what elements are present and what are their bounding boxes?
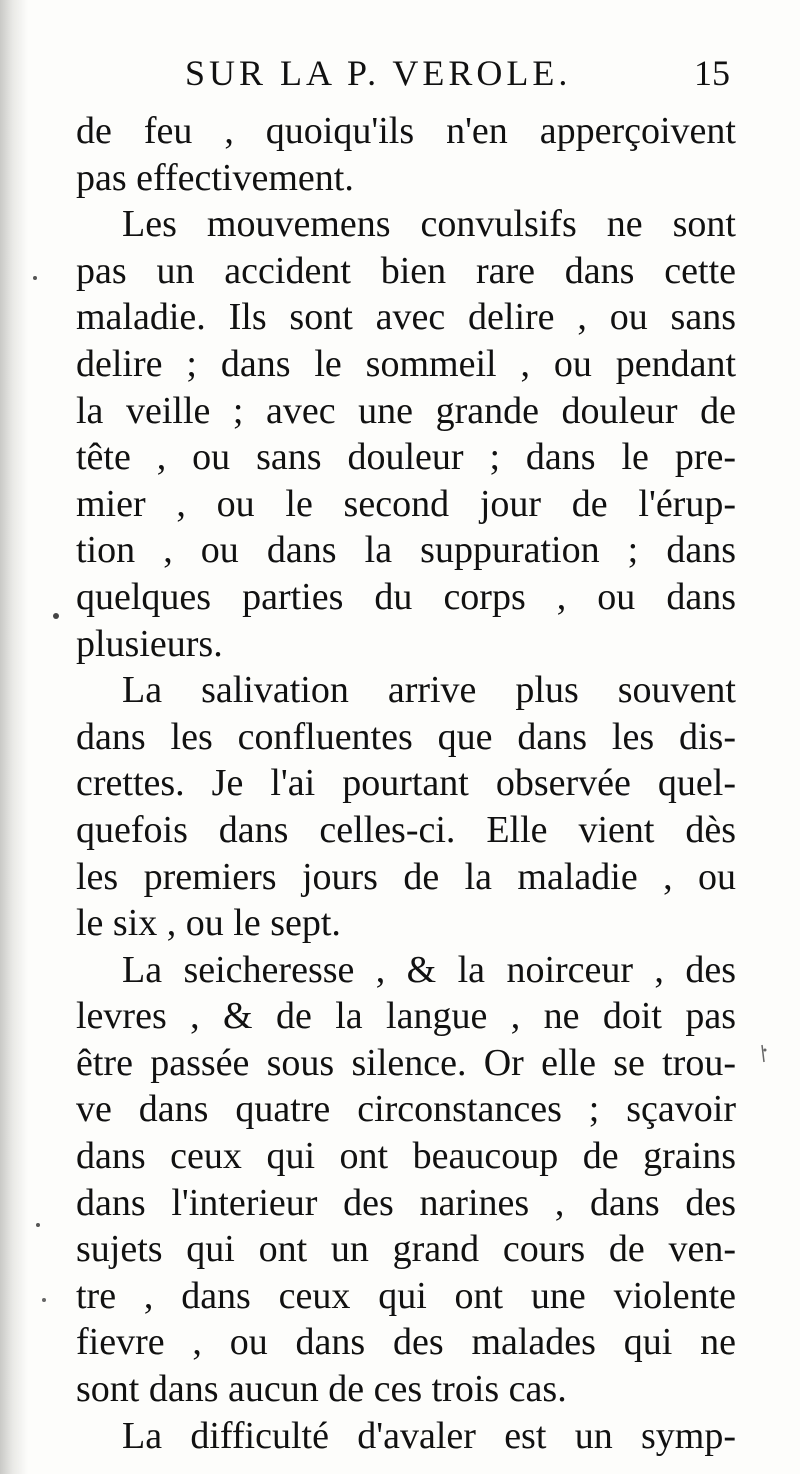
text-line: tre , dans ceux qui ont une violente (76, 1274, 736, 1317)
text-line: levres , & de la langue , ne doit pas (76, 995, 736, 1038)
text-line: La salivation arrive plus souvent (122, 669, 736, 712)
text-line: dans ceux qui ont beaucoup de grains (76, 1135, 736, 1178)
text-line: le six , ou le sept. (76, 902, 341, 945)
text-line: La seicheresse , & la noirceur , des (122, 948, 736, 991)
running-title: SUR LA P. VEROLE. (185, 53, 572, 93)
text-line: être passée sous silence. Or elle se trou- (76, 1041, 736, 1084)
text-line: delire ; dans le sommeil , ou pendant (76, 342, 736, 385)
text-line: sont dans aucun de ces trois cas. (76, 1368, 567, 1411)
text-line: quelques parties du corps , ou dans (76, 575, 736, 618)
ink-speck (764, 1049, 767, 1052)
text-line: pas effectivement. (76, 156, 354, 199)
text-line: quefois dans celles-ci. Elle vient dès (76, 808, 736, 851)
body-text (76, 108, 736, 1459)
text-line: sujets qui ont un grand cours de ven- (76, 1228, 736, 1271)
text-line: maladie. Ils sont avec delire , ou sans (76, 296, 736, 339)
page-number: 15 (694, 53, 730, 93)
text-line: plusieurs. (76, 622, 223, 665)
text-line: dans les confluentes que dans les dis- (76, 715, 736, 758)
text-line: dans l'interieur des narines , dans des (76, 1181, 736, 1224)
ink-speck (33, 276, 37, 280)
ink-speck (42, 1298, 46, 1302)
text-line: tête , ou sans douleur ; dans le pre- (76, 436, 736, 479)
text-line: tion , ou dans la suppuration ; dans (76, 529, 736, 572)
text-line: La difficulté d'avaler est un symp- (122, 1414, 736, 1457)
text-line: de feu , quoiqu'ils n'en apperçoivent (76, 110, 736, 152)
ink-speck (36, 1223, 40, 1227)
text-line: la veille ; avec une grande douleur de (76, 389, 736, 432)
text-line: fievre , ou dans des malades qui ne (76, 1321, 736, 1364)
text-line: pas un accident bien rare dans cette (76, 249, 736, 292)
text-line: les premiers jours de la maladie , ou (76, 855, 736, 898)
text-line: Les mouvemens convulsifs ne sont (122, 203, 736, 246)
page-gutter-shadow (0, 0, 28, 1474)
running-head (185, 52, 730, 100)
text-line: ve dans quatre circonstances ; sçavoir (76, 1088, 736, 1131)
text-line: crettes. Je l'ai pourtant observée quel- (76, 762, 736, 805)
text-line: mier , ou le second jour de l'érup- (76, 482, 736, 525)
ink-mark (762, 1045, 764, 1062)
ink-speck (53, 613, 59, 619)
